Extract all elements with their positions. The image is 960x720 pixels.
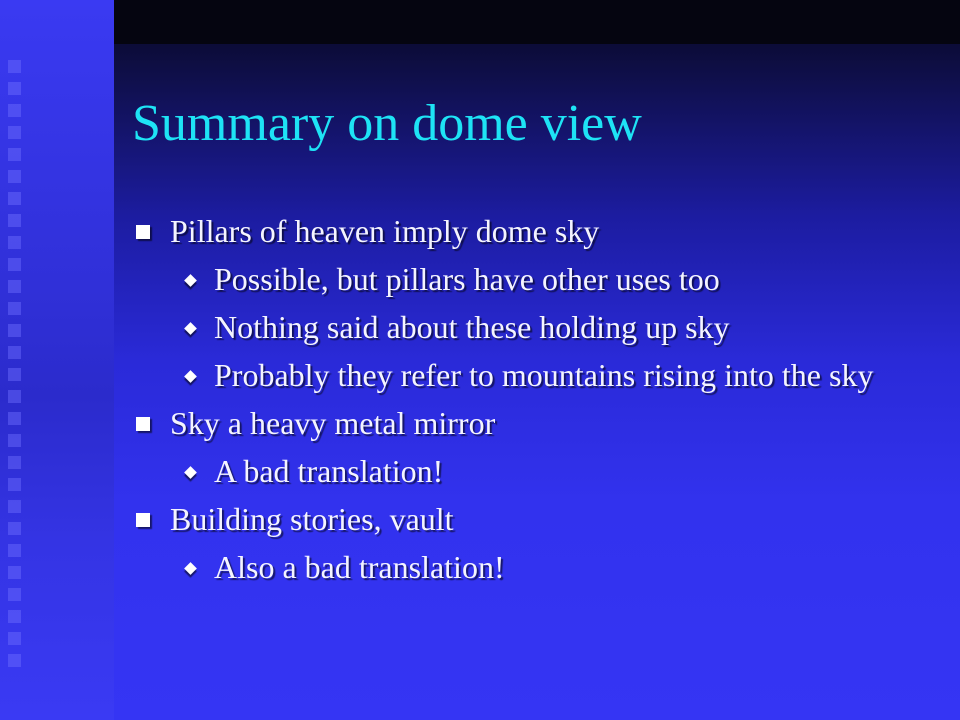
sub-bullet-item: [134, 356, 934, 394]
sub-bullet-text: Nothing said about these holding up sky: [214, 309, 730, 345]
bullet-text: Pillars of heaven imply dome sky: [170, 213, 600, 249]
sub-bullet-item: [134, 308, 934, 346]
bullet-text: Building stories, vault: [170, 501, 454, 537]
sub-bullet-item: [134, 260, 934, 298]
diamond-bullet-icon: [184, 370, 197, 383]
top-dark-band: [114, 0, 960, 44]
diamond-bullet-icon: [184, 322, 197, 335]
square-bullet-icon: [136, 225, 150, 239]
diamond-bullet-icon: [184, 562, 197, 575]
bullet-item: [134, 212, 934, 250]
bullet-text: Sky a heavy metal mirror: [170, 405, 496, 441]
sub-bullet-item: [134, 452, 934, 490]
sub-bullet-item: [134, 548, 934, 586]
square-bullet-icon: [136, 417, 150, 431]
square-bullet-icon: [136, 513, 150, 527]
bullet-list: [134, 212, 934, 596]
sub-bullet-text: Probably they refer to mountains rising into the sky: [214, 357, 874, 393]
bullet-item: [134, 404, 934, 442]
left-decorative-strip: [0, 0, 114, 720]
diamond-bullet-icon: [184, 274, 197, 287]
decorative-squares: [4, 60, 26, 700]
bullet-item: [134, 500, 934, 538]
sub-bullet-text: Also a bad translation!: [214, 549, 505, 585]
slide-title: Summary on dome view: [132, 95, 642, 152]
sub-bullet-text: A bad translation!: [214, 453, 444, 489]
diamond-bullet-icon: [184, 466, 197, 479]
sub-bullet-text: Possible, but pillars have other uses too: [214, 261, 720, 297]
